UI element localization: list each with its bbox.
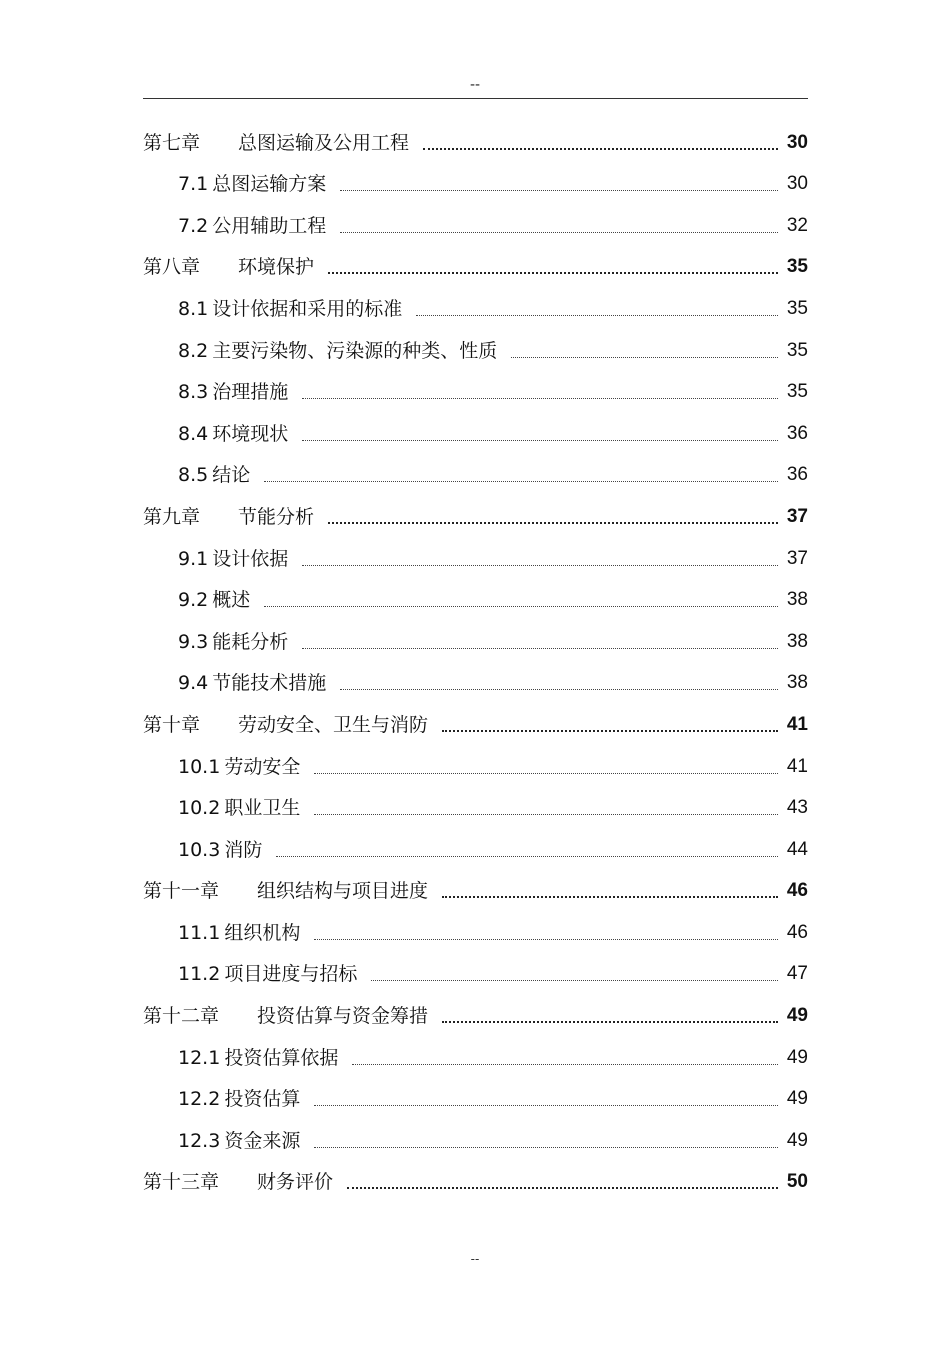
- toc-entry-number: 11.2: [178, 963, 221, 986]
- toc-chapter-entry[interactable]: [143, 495, 808, 537]
- toc-entry-title: 劳动安全、卫生与消防: [238, 713, 429, 736]
- toc-dot-leader: [347, 1187, 778, 1189]
- toc-entry-number: 7.1: [178, 173, 209, 196]
- toc-entry-number: 8.1: [178, 297, 209, 320]
- toc-dot-leader: [314, 1105, 778, 1106]
- toc-entry-title: 设计依据: [212, 547, 289, 570]
- toc-section-entry[interactable]: [143, 1078, 808, 1120]
- toc-entry-number: 9.4: [178, 672, 209, 695]
- toc-entry-number: 10.2: [178, 797, 221, 820]
- toc-section-entry[interactable]: [143, 329, 808, 371]
- toc-dot-leader: [302, 440, 778, 441]
- toc-dot-leader: [371, 980, 778, 981]
- toc-page-number: 38: [786, 630, 808, 652]
- toc-page-number: 38: [786, 672, 808, 694]
- toc-entry-number: 8.2: [178, 339, 209, 362]
- toc-entry-number: 9.1: [178, 547, 209, 570]
- toc-entry-number: 10.3: [178, 838, 221, 861]
- toc-entry-title: 投资估算: [224, 1088, 301, 1111]
- toc-entry-number: 12.3: [178, 1129, 221, 1152]
- toc-chapter-entry[interactable]: [143, 703, 808, 745]
- toc-page-number: 49: [786, 1129, 808, 1151]
- toc-entry-number: 12.2: [178, 1088, 221, 1111]
- toc-entry-title: 环境保护: [238, 256, 315, 279]
- toc-entry-title: 公用辅助工程: [212, 214, 327, 237]
- toc-entry-number: 第九章: [143, 505, 201, 528]
- toc-page-number: 41: [786, 755, 808, 777]
- toc-entry-title: 环境现状: [212, 422, 289, 445]
- page-footer-mark: --: [470, 1252, 480, 1266]
- toc-page-number: 38: [786, 589, 808, 611]
- toc-entry-number: 第十二章: [143, 1005, 220, 1028]
- toc-entry-number: 9.2: [178, 589, 209, 612]
- toc-entry-title: 职业卫生: [224, 797, 301, 820]
- toc-dot-leader: [314, 1147, 778, 1148]
- toc-dot-leader: [442, 1021, 778, 1023]
- toc-entry-title: 投资估算依据: [224, 1046, 339, 1069]
- toc-entry-title: 总图运输及公用工程: [238, 131, 410, 154]
- toc-dot-leader: [314, 773, 778, 774]
- toc-section-entry[interactable]: [143, 412, 808, 454]
- toc-dot-leader: [328, 522, 778, 524]
- toc-section-entry[interactable]: [143, 163, 808, 205]
- toc-entry-title: 财务评价: [257, 1171, 334, 1194]
- toc-entry-number: 第十章: [143, 713, 201, 736]
- toc-entry-number: 11.1: [178, 921, 221, 944]
- toc-dot-leader: [442, 730, 778, 732]
- toc-entry-title: 总图运输方案: [212, 173, 327, 196]
- toc-page-number: 49: [786, 1088, 808, 1110]
- toc-page-number: 44: [786, 838, 808, 860]
- toc-entry-title: 节能技术措施: [212, 672, 327, 695]
- toc-section-entry[interactable]: [143, 579, 808, 621]
- toc-entry-number: 9.3: [178, 630, 209, 653]
- toc-entry-number: 8.5: [178, 464, 209, 487]
- toc-dot-leader: [328, 272, 778, 274]
- toc-dot-leader: [276, 856, 778, 857]
- toc-section-entry[interactable]: [143, 204, 808, 246]
- toc-entry-title: 项目进度与招标: [224, 963, 358, 986]
- toc-section-entry[interactable]: [143, 1036, 808, 1078]
- toc-chapter-entry[interactable]: [143, 870, 808, 912]
- toc-entry-number: 12.1: [178, 1046, 221, 1069]
- toc-page-number: 43: [786, 797, 808, 819]
- toc-dot-leader: [442, 896, 778, 898]
- toc-entry-title: 消防: [224, 838, 263, 861]
- toc-dot-leader: [314, 814, 778, 815]
- toc-page-number: 37: [786, 505, 808, 527]
- toc-page-number: 36: [786, 422, 808, 444]
- toc-section-entry[interactable]: [143, 537, 808, 579]
- toc-dot-leader: [302, 565, 778, 566]
- toc-page-number: 50: [786, 1171, 808, 1193]
- toc-page-number: 49: [786, 1005, 808, 1027]
- toc-chapter-entry[interactable]: [143, 1161, 808, 1203]
- toc-page-number: 30: [786, 173, 808, 195]
- toc-page-number: 36: [786, 464, 808, 486]
- toc-page-number: 46: [786, 880, 808, 902]
- toc-dot-leader: [264, 606, 778, 607]
- toc-page-number: 35: [786, 339, 808, 361]
- toc-entry-number: 第十三章: [143, 1171, 220, 1194]
- toc-page-number: 37: [786, 547, 808, 569]
- toc-page-number: 47: [786, 963, 808, 985]
- toc-entry-title: 节能分析: [238, 505, 315, 528]
- toc-section-entry[interactable]: [143, 828, 808, 870]
- toc-section-entry[interactable]: [143, 787, 808, 829]
- table-of-contents: [143, 121, 808, 1202]
- toc-entry-title: 组织机构: [224, 921, 301, 944]
- toc-dot-leader: [340, 232, 778, 233]
- toc-section-entry[interactable]: [143, 454, 808, 496]
- toc-dot-leader: [264, 481, 778, 482]
- toc-entry-title: 资金来源: [224, 1129, 301, 1152]
- toc-entry-title: 设计依据和采用的标准: [212, 297, 403, 320]
- toc-page-number: 35: [786, 297, 808, 319]
- toc-page-number: 41: [786, 713, 808, 735]
- toc-entry-title: 能耗分析: [212, 630, 289, 653]
- toc-section-entry[interactable]: [143, 620, 808, 662]
- toc-entry-title: 组织结构与项目进度: [257, 880, 429, 903]
- toc-page-number: 30: [786, 131, 808, 153]
- toc-entry-number: 第八章: [143, 256, 201, 279]
- toc-section-entry[interactable]: [143, 1119, 808, 1161]
- toc-entry-number: 第十一章: [143, 880, 220, 903]
- toc-dot-leader: [302, 648, 778, 649]
- toc-entry-title: 治理措施: [212, 381, 289, 404]
- toc-page-number: 46: [786, 921, 808, 943]
- toc-dot-leader: [423, 148, 778, 150]
- toc-dot-leader: [511, 357, 778, 358]
- toc-section-entry[interactable]: [143, 371, 808, 413]
- toc-dot-leader: [352, 1064, 778, 1065]
- toc-entry-title: 结论: [212, 464, 251, 487]
- header-rule: [143, 98, 808, 99]
- toc-page-number: 35: [786, 256, 808, 278]
- toc-dot-leader: [314, 939, 778, 940]
- toc-page-number: 35: [786, 381, 808, 403]
- toc-dot-leader: [302, 398, 778, 399]
- toc-entry-number: 第七章: [143, 131, 201, 154]
- toc-section-entry[interactable]: [143, 662, 808, 704]
- toc-section-entry[interactable]: [143, 953, 808, 995]
- toc-chapter-entry[interactable]: [143, 246, 808, 288]
- toc-page-number: 32: [786, 214, 808, 236]
- toc-chapter-entry[interactable]: [143, 121, 808, 163]
- toc-chapter-entry[interactable]: [143, 994, 808, 1036]
- toc-entry-number: 7.2: [178, 214, 209, 237]
- toc-section-entry[interactable]: [143, 911, 808, 953]
- toc-entry-number: 8.4: [178, 422, 209, 445]
- toc-entry-title: 概述: [212, 589, 251, 612]
- toc-dot-leader: [416, 315, 778, 316]
- toc-entry-title: 主要污染物、污染源的种类、性质: [212, 339, 498, 362]
- toc-entry-number: 10.1: [178, 755, 221, 778]
- toc-entry-number: 8.3: [178, 381, 209, 404]
- toc-section-entry[interactable]: [143, 287, 808, 329]
- toc-dot-leader: [340, 689, 778, 690]
- page-header-mark: --: [469, 77, 481, 93]
- toc-dot-leader: [340, 190, 778, 191]
- toc-entry-title: 劳动安全: [224, 755, 301, 778]
- toc-page-number: 49: [786, 1046, 808, 1068]
- toc-entry-title: 投资估算与资金筹措: [257, 1005, 429, 1028]
- toc-section-entry[interactable]: [143, 745, 808, 787]
